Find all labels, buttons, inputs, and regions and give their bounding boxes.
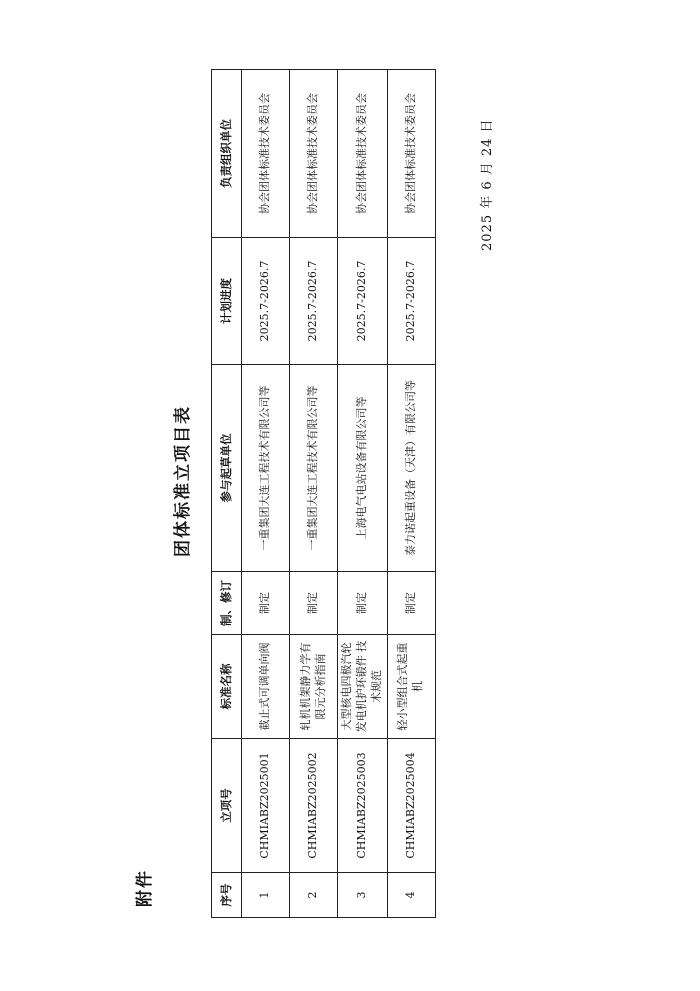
cell-org: 协会团体标准技术委员会: [338, 70, 388, 238]
attachment-label: 附件: [135, 869, 155, 907]
cell-project-no: CHMIABZ2025003: [338, 739, 388, 873]
cell-org: 协会团体标准技术委员会: [387, 70, 435, 238]
cell-project-no: CHMIABZ2025002: [290, 739, 338, 873]
cell-org: 协会团体标准技术委员会: [290, 70, 338, 238]
header-schedule: 计划进度: [212, 238, 242, 365]
cell-standard-name: 轻小型组合式起重机: [387, 635, 435, 739]
header-project-no: 立项号: [212, 739, 242, 873]
cell-type: 制定: [338, 572, 388, 635]
cell-no: 1: [242, 873, 290, 918]
cell-type: 制定: [290, 572, 338, 635]
cell-drafters: 上海电气电站设备有限公司等: [338, 365, 388, 572]
cell-drafters: 泰力诺起重设备（天津）有限公司等: [387, 365, 435, 572]
cell-project-no: CHMIABZ2025001: [242, 739, 290, 873]
cell-no: 3: [338, 873, 388, 918]
header-org: 负责组织单位: [212, 70, 242, 238]
header-type: 制、修订: [212, 572, 242, 635]
cell-org: 协会团体标准技术委员会: [242, 70, 290, 238]
cell-schedule: 2025.7-2026.7: [242, 238, 290, 365]
header-standard-name: 标准名称: [212, 635, 242, 739]
cell-standard-name: 轧机机架静力学有限元分析指南: [290, 635, 338, 739]
header-no: 序号: [212, 873, 242, 918]
cell-project-no: CHMIABZ2025004: [387, 739, 435, 873]
document-date: 2025 年 6 月 24 日: [480, 118, 495, 251]
cell-no: 2: [290, 873, 338, 918]
cell-schedule: 2025.7-2026.7: [387, 238, 435, 365]
cell-schedule: 2025.7-2026.7: [338, 238, 388, 365]
cell-drafters: 一重集团大连工程技术有限公司等: [242, 365, 290, 572]
cell-standard-name: 大型核电四极汽轮发电机护环锻件 技术规范: [338, 635, 388, 739]
cell-schedule: 2025.7-2026.7: [290, 238, 338, 365]
table-row: [338, 70, 388, 918]
header-drafters: 参与起草单位: [212, 365, 242, 572]
project-table: [211, 69, 436, 918]
cell-type: 制定: [242, 572, 290, 635]
cell-standard-name: 截止式可调单向阀: [242, 635, 290, 739]
table-row: [290, 70, 338, 918]
table-header-row: [212, 70, 242, 918]
cell-drafters: 一重集团大连工程技术有限公司等: [290, 365, 338, 572]
table-row: [387, 70, 435, 918]
table-row: [242, 70, 290, 918]
cell-type: 制定: [387, 572, 435, 635]
table-title: 团体标准立项目表: [173, 405, 193, 557]
cell-no: 4: [387, 873, 435, 918]
